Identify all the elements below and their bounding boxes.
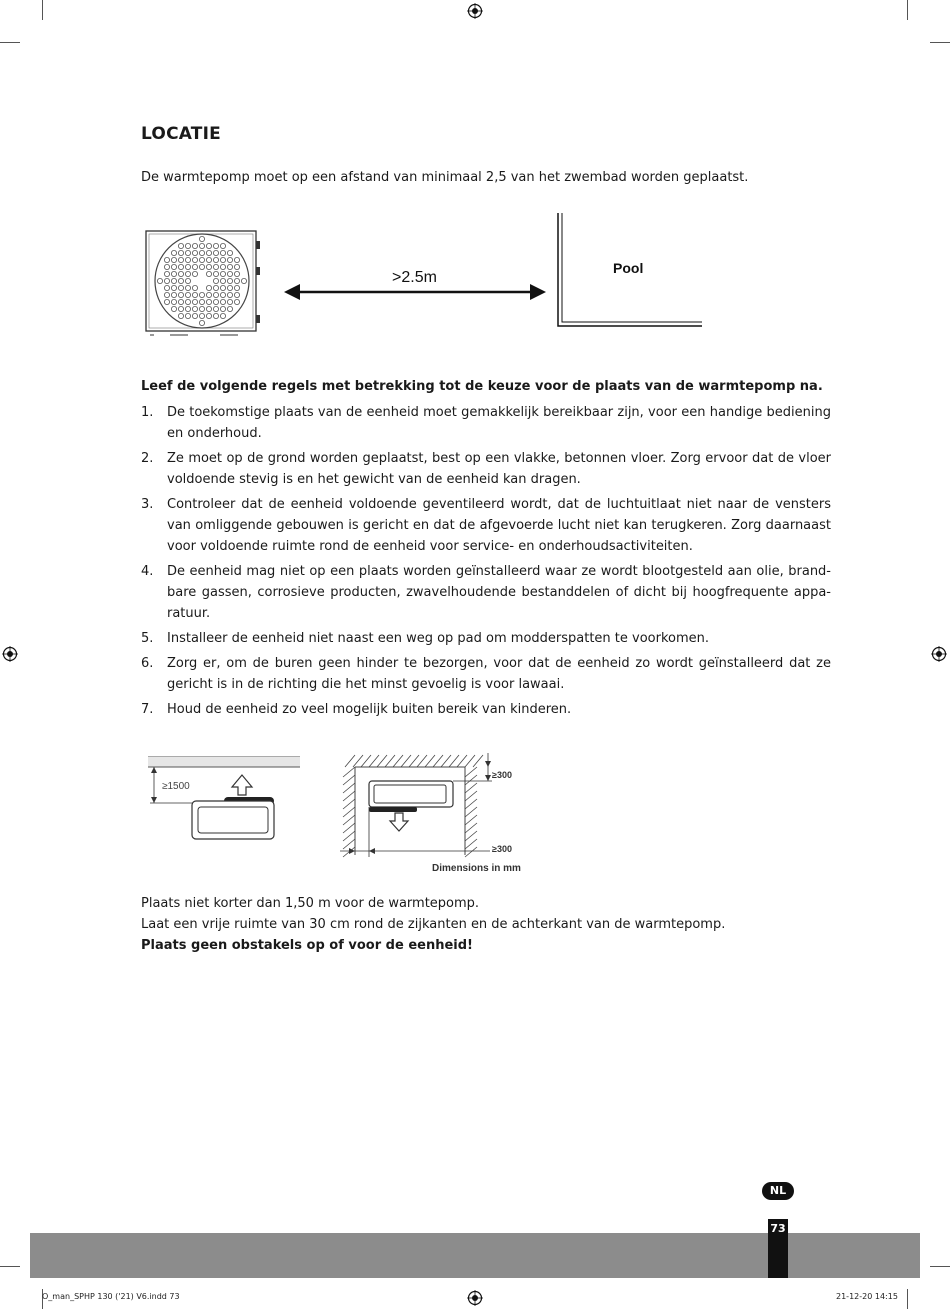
note-line-warning: Plaats geen obstakels op of voor de eenheid! [141, 938, 473, 953]
side-clearance-label-top: ≥300 [492, 770, 512, 780]
crop-mark [930, 1266, 950, 1267]
crop-mark [907, 0, 908, 20]
arrow-down-icon [390, 813, 408, 831]
language-badge: NL [762, 1182, 794, 1200]
registration-mark-icon [2, 646, 18, 662]
list-item: 6. Zorg er, om de buren geen hinder te bezorgen, voor dat de eenheid zo wordt geïnstalleerd dat ze gericht is in de richting die het minst gevoelig is voor lawaai. [141, 656, 831, 692]
page-number: 73 [768, 1219, 788, 1278]
distance-label: >2.5m [392, 269, 437, 286]
list-item: 1. De toekomstige plaats van de eenheid moet gemakkelijk bereikbaar zijn, voor een handige bediening en onderhoud. [141, 405, 831, 441]
list-item: 2. Ze moet op de grond worden geplaatst, best op een vlakke, betonnen vloer. Zorg ervoor dat de vloer voldoende stevig is en het gewicht van de eenheid kan dragen. [141, 451, 831, 487]
arrow-up-icon [232, 775, 252, 795]
crop-mark [930, 42, 950, 43]
distance-arrow [284, 284, 546, 300]
crop-mark [0, 42, 20, 43]
intro-text: De warmtepomp moet op een afstand van minimaal 2,5 van het zwembad worden geplaatst. [141, 170, 749, 185]
list-item: 3. Controleer dat de eenheid voldoende geventileerd wordt, dat de luchtuitlaat niet naar de vensters van omliggende gebouwen is gericht en dat de afgevoerde lucht niet kan terugkeren. Zorg daarnaast voor voldoende ruimte rond de eenheid voor service- en onderhoudsactiviteiten. [141, 497, 831, 554]
note-line: Plaats niet korter dan 1,50 m voor de warmtepomp. [141, 896, 480, 911]
registration-mark-icon [467, 1290, 483, 1306]
page-title: LOCATIE [141, 124, 221, 144]
front-clearance-figure [148, 757, 300, 839]
crop-mark [907, 1289, 908, 1309]
crop-mark [0, 1266, 20, 1267]
front-clearance-label: ≥1500 [162, 781, 190, 792]
registration-mark-icon [931, 646, 947, 662]
note-line: Laat een vrije ruimte van 30 cm rond de zijkanten en de achterkant van de warmtepomp. [141, 917, 726, 932]
list-item: 5. Installeer de eenheid niet naast een weg op pad om modderspatten te voorkomen. [141, 631, 710, 646]
list-item: 7. Houd de eenheid zo veel mogelijk buiten bereik van kinderen. [141, 702, 572, 717]
side-clearance-figure [340, 753, 521, 874]
slug-filename: O_man_SPHP 130 ('21) V6.indd 73 [42, 1292, 180, 1301]
registration-mark-icon [467, 3, 483, 19]
side-clearance-label-bottom: ≥300 [492, 844, 512, 854]
crop-mark [42, 0, 43, 20]
rules-heading: Leef de volgende regels met betrekking tot de keuze voor de plaats van de warmtepomp na. [141, 379, 823, 394]
pool-label: Pool [613, 260, 644, 276]
placement-notes [141, 893, 725, 956]
slug-timestamp: 21-12-20 14:15 [836, 1292, 898, 1301]
distance-diagram [140, 205, 710, 345]
rules-list [141, 402, 831, 724]
clearance-diagram [140, 745, 540, 880]
list-item: 4. De eenheid mag niet op een plaats worden geïnstalleerd waar ze wordt blootgesteld aan olie, brand-bare gassen, corrosieve producten, zwavelhoudende bestanddelen of dicht bij hoogfrequente appa-ratuur. [141, 564, 831, 621]
heat-pump-icon [146, 231, 260, 335]
dimensions-note: Dimensions in mm [432, 863, 521, 874]
